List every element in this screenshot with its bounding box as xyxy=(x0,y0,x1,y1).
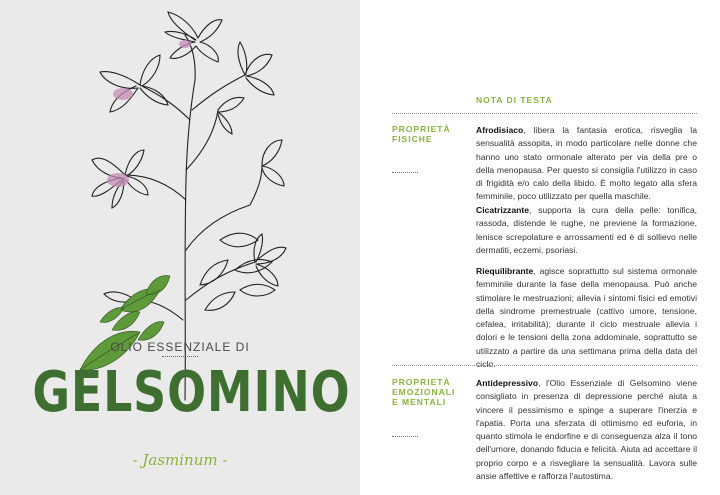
text-cicatrizzante: , supporta la cura della pelle: tonifica, rassoda, distende le rughe, ne previene la formazione, lenisce screpolature e arrossamenti ed è di sollievo nelle dermatiti, eczemi, psoriasi. xyxy=(476,205,697,255)
term-cicatrizzante: Cicatrizzante xyxy=(476,205,530,215)
text-afrodisiaco: , libera la fantasia erotica, risveglia la sensualità assopita, in modo particolare nelle donne che hanno uno stato ormonale alterato per via della pre o della menopausa. Per questo si consiglia l'utilizzo in caso di frigidità e/o calo della libido. È molto legato alla sfera femminile, poco utilizzato per quella maschile. xyxy=(476,125,697,202)
text-riequilibrante: , agisce soprattutto sul sistema ormonale femminile durante la fase della menopausa. Può anche stimolare le mestruazioni; allevia i sintomi fisici ed emotivi della sindrome premestruale (cattivo umore, tensione, cefalea, irritabilità); durante il ciclo mestruale allevia i dolori e le tensioni della zona addominale, soprattutto se utilizzato a partire da una settimana prima della data del ciclo. xyxy=(476,266,697,370)
term-riequilibrante: Riequilibrante xyxy=(476,266,534,276)
paragraph-cicatrizzante xyxy=(476,204,697,257)
divider-middle xyxy=(392,365,697,366)
section-divider-emotional xyxy=(392,436,418,437)
divider-top xyxy=(392,113,697,114)
cover-title: GELSOMINO xyxy=(32,360,351,425)
note-heading: NOTA DI TESTA xyxy=(476,95,553,105)
paragraph-riequilibrante xyxy=(476,265,697,371)
section-heading-emotional: PROPRIETÀ EMOZIONALI E MENTALI xyxy=(392,377,456,407)
term-afrodisiaco: Afrodisiaco xyxy=(476,125,524,135)
section-divider-physical xyxy=(392,172,418,173)
paragraph-antidepressivo xyxy=(476,377,697,483)
cover-subtitle: OLIO ESSENZIALE DI xyxy=(110,340,250,354)
paragraph-afrodisiaco xyxy=(476,124,697,204)
section-heading-physical: PROPRIETÀ FISICHE xyxy=(392,124,451,144)
jasmine-illustration xyxy=(0,0,360,420)
subtitle-divider xyxy=(162,356,198,357)
cover-latin-name: - Jasminum - xyxy=(132,451,228,469)
text-antidepressivo: , l'Olio Essenziale di Gelsomino viene consigliato in presenza di depressione perché aiuta a vincere il pessimismo e spinge a superare l'inerzia e l'apatia. Porta una sferzata di ottimismo ed euforia, in quanto stimola le endorfine e di conseguenza alza il tono dell'umore, donando fiducia e felicità. Aiuta ad accettare il proprio corpo e a risvegliare la sensualità. Lavora sulle ansie affettive e rafforza l'autostima. xyxy=(476,378,697,482)
term-antidepressivo: Antidepressivo xyxy=(476,378,539,388)
